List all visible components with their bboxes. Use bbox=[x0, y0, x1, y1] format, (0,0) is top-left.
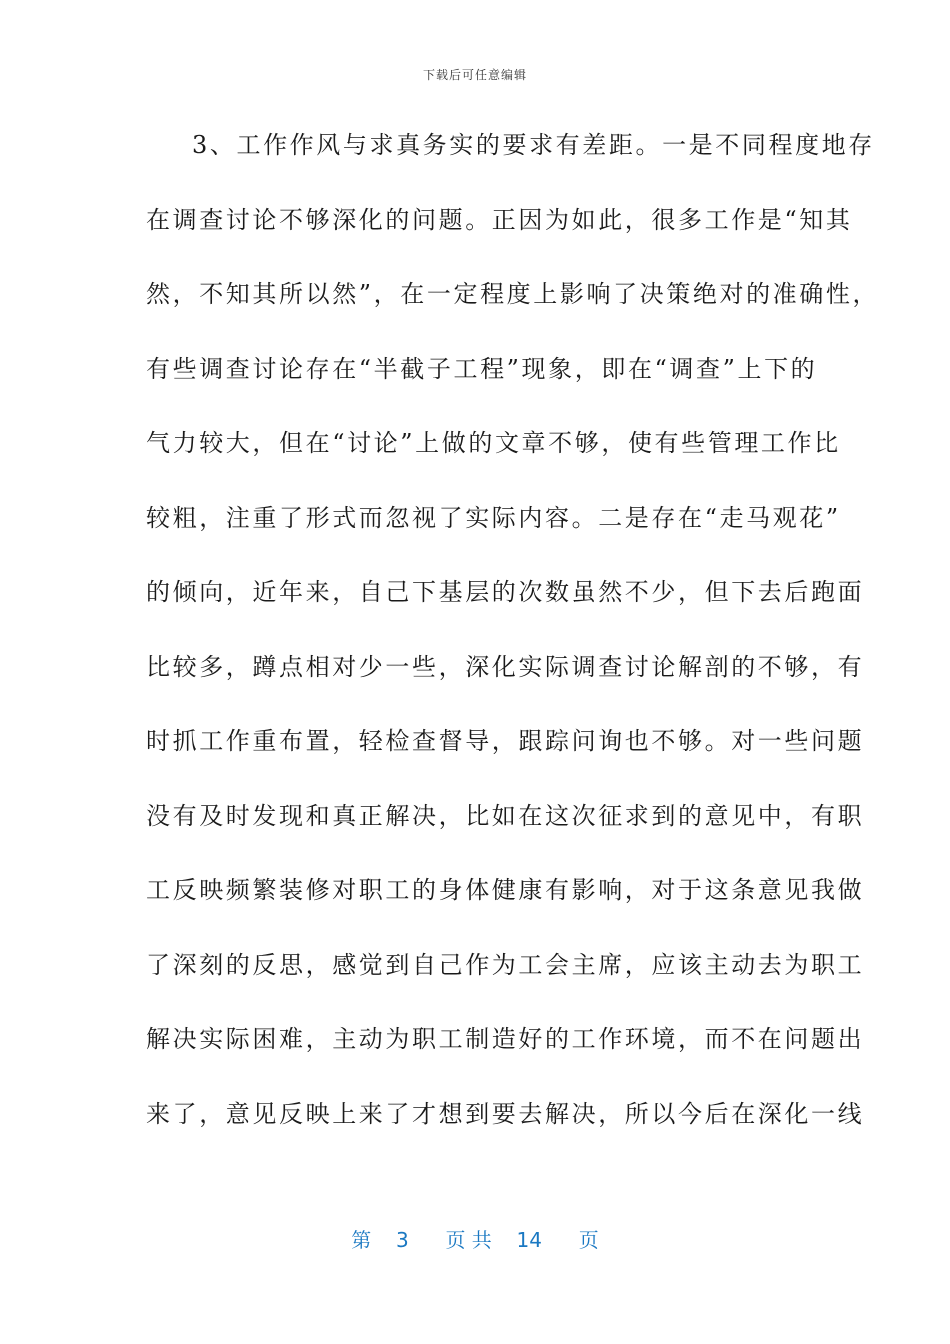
page-middle-text: 页 共 bbox=[445, 1228, 492, 1252]
paragraph-line: 3、工作作风与求真务实的要求有差距。一是不同程度地存 bbox=[192, 131, 875, 159]
paragraph-line: 比较多，蹲点相对少一些，深化实际调查讨论解剖的不够，有 bbox=[146, 652, 865, 681]
paragraph-line: 较粗，注重了形式而忽视了实际内容。二是存在“走马观花” bbox=[146, 503, 841, 532]
page-footer bbox=[0, 1224, 950, 1253]
current-page-number: 3 bbox=[396, 1228, 409, 1252]
total-pages-number: 14 bbox=[516, 1228, 542, 1252]
paragraph-line: 然，不知其所以然”，在一定程度上影响了决策绝对的准确性， bbox=[146, 280, 880, 308]
document-body bbox=[146, 120, 880, 1163]
paragraph-line: 时抓工作重布置，轻检查督导，跟踪问询也不够。对一些问题 bbox=[146, 727, 865, 755]
paragraph-line: 有些调查讨论存在“半截子工程”现象，即在“调查”上下的 bbox=[146, 354, 818, 383]
paragraph-line: 了深刻的反思，感觉到自己作为工会主席，应该主动去为职工 bbox=[146, 950, 865, 979]
paragraph-line: 在调查讨论不够深化的问题。正因为如此，很多工作是“知其 bbox=[146, 205, 853, 234]
paragraph-line: 的倾向，近年来，自己下基层的次数虽然不少，但下去后跑面 bbox=[146, 578, 865, 606]
page-suffix: 页 bbox=[578, 1228, 599, 1252]
paragraph-line: 来了，意见反映上来了才想到要去解决，所以今后在深化一线 bbox=[146, 1099, 865, 1128]
page-prefix: 第 bbox=[351, 1228, 372, 1252]
paragraph-line: 气力较大，但在“讨论”上做的文章不够，使有些管理工作比 bbox=[146, 429, 841, 457]
paragraph-line: 工反映频繁装修对职工的身体健康有影响，对于这条意见我做 bbox=[146, 876, 865, 904]
header-note: 下载后可任意编辑 bbox=[422, 68, 527, 82]
paragraph-line: 没有及时发现和真正解决，比如在这次征求到的意见中，有职 bbox=[146, 801, 865, 830]
paragraph-line: 解决实际困难，主动为职工制造好的工作环境，而不在问题出 bbox=[146, 1025, 865, 1053]
